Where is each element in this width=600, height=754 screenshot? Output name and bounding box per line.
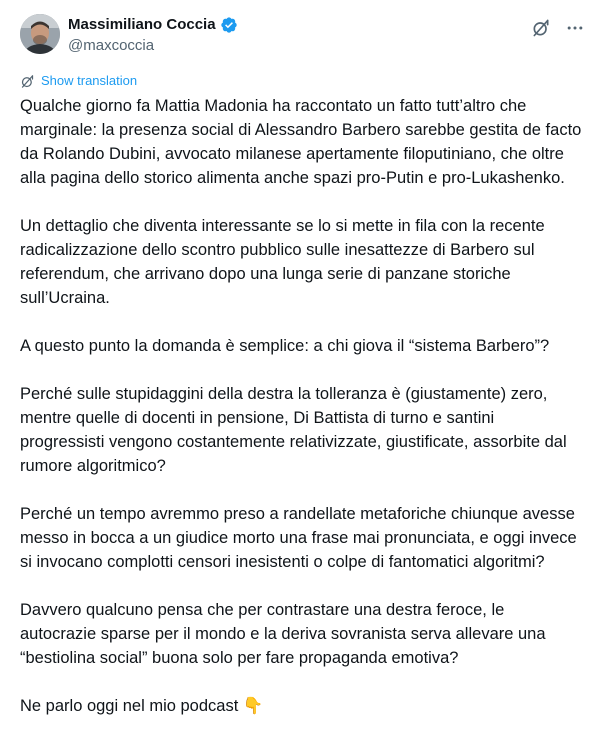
translate-icon [20, 74, 35, 89]
tweet-paragraph: Ne parlo oggi nel mio podcast 👇 [20, 697, 264, 715]
verified-badge-icon[interactable] [220, 16, 238, 34]
author-info [68, 15, 238, 56]
tweet-paragraph: Perché un tempo avremmo preso a randellate metaforiche chiunque avesse messo in bocca a un giudice morto una frase mai pronunciata, e oggi invece si invocano complotti censori inesistenti o colpe di fantomatici algoritmi? [20, 505, 582, 571]
show-translation-label[interactable]: Show translation [41, 73, 138, 88]
avatar[interactable] [20, 14, 60, 54]
show-translation-link[interactable] [20, 72, 137, 90]
tweet-paragraph: Davvero qualcuno pensa che per contrastare una destra feroce, le autocrazie sparse per il mondo e la deriva sovranista serva allevare una “bestiolina social” buona solo per fare propaganda emotiva? [20, 601, 551, 667]
avatar-photo [20, 14, 60, 54]
header-actions [531, 18, 585, 38]
tweet-header [20, 14, 585, 58]
tweet-paragraph: A questo punto la domanda è semplice: a chi giova il “sistema Barbero”? [20, 337, 550, 355]
author-name[interactable]: Massimiliano Coccia [68, 16, 216, 33]
more-options-icon[interactable] [565, 18, 585, 38]
tweet-paragraph: Qualche giorno fa Mattia Madonia ha raccontato un fatto tutt’altro che marginale: la presenza social di Alessandro Barbero sarebbe gestita de facto da Rolando Dubini, avvocato milanese apertamente filoputiniano, che oltre alla pagina dello storico alimenta anche spazi pro-Putin e pro-Lukashenko. [20, 97, 586, 187]
tweet-text [20, 94, 586, 742]
tweet-paragraph: Un dettaglio che diventa interessante se lo si mette in fila con la recente radicalizzazione dello scontro pubblico sulle inesattezze di Barbero sul referendum, che arrivano dopo una lunga serie di panzane storiche sull’Ucraina. [20, 217, 550, 307]
tweet-paragraph: Perché sulle stupidaggini della destra la tolleranza è (giustamente) zero, mentre quelle di docenti in pensione, Di Battista di turno e santini progressisti vengono costantemente relativizzate, giustificate, assorbite dal rumore algoritmico? [20, 385, 572, 475]
grok-icon[interactable] [531, 18, 551, 38]
author-handle[interactable]: @maxcoccia [68, 37, 155, 54]
